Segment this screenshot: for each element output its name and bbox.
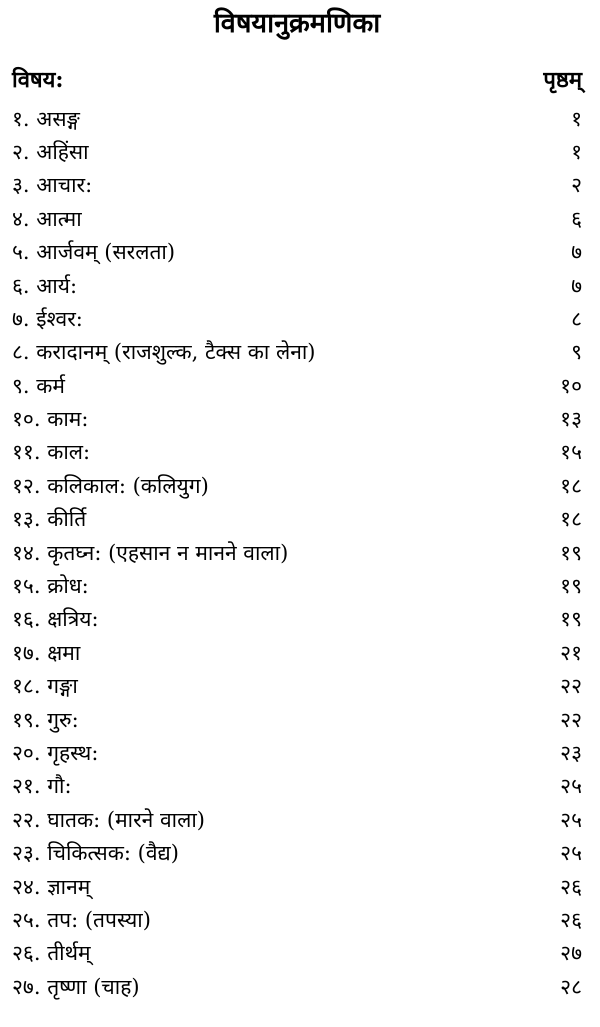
- toc-entry-title: [12, 206, 82, 231]
- toc-entry-title: [12, 473, 209, 498]
- toc-entry-title: [12, 974, 140, 999]
- toc-entry-title: [12, 874, 91, 899]
- toc-entry-title: [12, 676, 78, 697]
- toc-entry-text: आर्जवम् (सरलता): [36, 240, 176, 265]
- toc-entry-text: काल:: [47, 440, 91, 465]
- toc-entry-number: ९.: [12, 373, 30, 398]
- toc-entry-page: २३: [560, 741, 582, 765]
- toc-row: [12, 403, 582, 436]
- toc-entry-number: ४.: [12, 206, 30, 231]
- toc-row: [12, 303, 582, 336]
- toc-entry-page: ७: [571, 240, 582, 265]
- toc-row: [12, 971, 582, 1004]
- toc-entry-number: १९.: [12, 707, 41, 732]
- column-headers: [12, 64, 582, 94]
- toc-entry-title: [12, 373, 65, 398]
- toc-row: [12, 770, 582, 803]
- toc-entry-number: ८.: [12, 340, 30, 365]
- toc-entry-page: २५: [560, 774, 582, 799]
- toc-entry-title: [12, 707, 79, 732]
- page-title: विषयानुक्रमणिका: [213, 8, 381, 39]
- toc-entry-number: ७.: [12, 306, 30, 331]
- toc-entry-text: चिकित्सक: (वैद्य): [47, 841, 179, 866]
- toc-entry-text: आचार:: [36, 173, 93, 198]
- toc-row: [12, 804, 582, 837]
- toc-entry-text: कीर्ति: [47, 507, 87, 532]
- toc-entry-number: १५.: [12, 574, 41, 599]
- toc-entry-text: काम:: [47, 407, 89, 432]
- toc-entry-page: ९: [571, 340, 582, 365]
- toc-entry-text: गौ:: [47, 774, 72, 799]
- toc-row: [12, 269, 582, 302]
- toc-entry-title: [12, 843, 179, 864]
- toc-entry-title: [12, 442, 90, 463]
- toc-entry-number: १४.: [12, 540, 41, 565]
- page-column-header: पृष्ठम्: [543, 67, 582, 94]
- toc-entry-text: तप: (तपस्या): [47, 907, 151, 932]
- toc-entry-title: [12, 640, 81, 665]
- toc-entry-number: २४.: [12, 874, 41, 899]
- toc-entry-number: १७.: [12, 640, 41, 665]
- toc-entry-text: क्षमा: [47, 640, 81, 665]
- toc-list: [12, 102, 582, 1004]
- toc-entry-title: [12, 807, 205, 832]
- toc-entry-number: २३.: [12, 841, 41, 866]
- toc-entry-title: [12, 509, 86, 530]
- toc-row: [12, 703, 582, 736]
- toc-row: [12, 904, 582, 937]
- toc-row: [12, 603, 582, 636]
- toc-row: [12, 670, 582, 703]
- toc-entry-number: २२.: [12, 807, 41, 832]
- toc-entry-number: ३.: [12, 173, 30, 198]
- toc-entry-number: १६.: [12, 607, 41, 632]
- toc-row: [12, 637, 582, 670]
- toc-entry-text: गुरु:: [47, 707, 79, 732]
- toc-row: [12, 169, 582, 202]
- toc-entry-page: १: [571, 106, 582, 131]
- toc-entry-page: १५: [560, 440, 582, 465]
- toc-entry-text: तृष्णा (चाह): [47, 974, 140, 999]
- toc-entry-text: करादानम् (राजशुल्क, टैक्स का लेना): [36, 340, 316, 365]
- toc-entry-title: [12, 943, 91, 964]
- toc-entry-number: १३.: [12, 507, 41, 532]
- toc-entry-number: ६.: [12, 273, 30, 298]
- toc-row: [12, 336, 582, 369]
- toc-entry-title: [12, 576, 89, 597]
- toc-entry-number: ११.: [12, 440, 41, 465]
- toc-entry-title: [12, 242, 175, 263]
- toc-entry-title: [12, 409, 88, 430]
- toc-entry-page: ७: [571, 273, 582, 298]
- toc-entry-page: १८: [560, 507, 582, 532]
- toc-entry-number: २.: [12, 139, 30, 164]
- toc-entry-number: ५.: [12, 240, 30, 265]
- toc-row: [12, 470, 582, 503]
- toc-entry-text: कृतघ्न: (एहसान न मानने वाला): [47, 540, 289, 565]
- toc-entry-page: २२: [560, 707, 582, 732]
- toc-entry-page: २५: [560, 841, 582, 866]
- toc-entry-title: [12, 139, 89, 164]
- toc-entry-number: १८.: [12, 674, 41, 699]
- toc-entry-page: २६: [560, 874, 582, 899]
- toc-entry-page: २: [571, 173, 582, 198]
- toc-entry-page: २५: [560, 807, 582, 832]
- toc-entry-page: २७: [560, 941, 582, 966]
- toc-entry-page: २१: [560, 640, 582, 665]
- toc-entry-page: १९: [560, 574, 582, 599]
- toc-entry-text: कलिकाल: (कलियुग): [47, 473, 209, 498]
- toc-entry-number: २७.: [12, 974, 41, 999]
- toc-entry-page: २२: [560, 674, 582, 699]
- toc-row: [12, 203, 582, 236]
- toc-row: [12, 937, 582, 970]
- toc-entry-number: १.: [12, 106, 30, 131]
- toc-row: [12, 870, 582, 903]
- toc-entry-title: [12, 175, 92, 196]
- toc-entry-text: गृहस्थ:: [47, 741, 99, 765]
- toc-entry-title: [12, 273, 78, 298]
- toc-entry-page: ८: [571, 306, 582, 331]
- toc-row: [12, 236, 582, 269]
- toc-entry-text: अहिंसा: [36, 139, 89, 164]
- toc-row: [12, 570, 582, 603]
- toc-entry-title: [12, 342, 316, 363]
- toc-entry-title: [12, 743, 98, 764]
- toc-entry-page: १९: [560, 540, 582, 565]
- toc-entry-text: गङ्गा: [47, 674, 78, 699]
- toc-entry-text: क्षत्रिय:: [47, 607, 99, 632]
- toc-entry-page: ६: [571, 206, 582, 231]
- toc-entry-page: २६: [560, 907, 582, 932]
- toc-row: [12, 136, 582, 169]
- toc-entry-title: [12, 776, 72, 797]
- toc-entry-page: १०: [560, 373, 582, 398]
- toc-row: [12, 737, 582, 770]
- toc-entry-text: असङ्ग: [36, 106, 80, 131]
- toc-row: [12, 837, 582, 870]
- toc-entry-title: [12, 106, 80, 131]
- toc-row: [12, 536, 582, 569]
- toc-entry-text: घातक: (मारने वाला): [47, 807, 205, 832]
- toc-entry-text: क्रोध:: [47, 574, 89, 599]
- toc-entry-number: १२.: [12, 473, 41, 498]
- toc-row: [12, 102, 582, 135]
- toc-entry-number: २६.: [12, 941, 41, 966]
- toc-row: [12, 436, 582, 469]
- toc-entry-text: ईश्वर:: [36, 306, 83, 331]
- toc-entry-page: १८: [560, 473, 582, 498]
- toc-entry-page: १: [571, 139, 582, 164]
- toc-entry-number: २०.: [12, 741, 41, 765]
- toc-row: [12, 503, 582, 536]
- toc-entry-text: ज्ञानम्: [47, 874, 91, 899]
- toc-entry-number: २५.: [12, 907, 41, 932]
- toc-entry-page: २८: [560, 974, 582, 999]
- toc-entry-text: तीर्थम्: [47, 941, 91, 966]
- toc-entry-number: १०.: [12, 407, 41, 432]
- toc-entry-page: १९: [560, 607, 582, 632]
- toc-entry-title: [12, 540, 289, 565]
- toc-entry-title: [12, 609, 99, 630]
- toc-entry-text: कर्म: [36, 373, 65, 398]
- toc-entry-number: २१.: [12, 774, 41, 799]
- toc-entry-title: [12, 306, 83, 331]
- toc-entry-text: आर्य:: [36, 273, 78, 298]
- toc-entry-text: आत्मा: [36, 206, 82, 231]
- subject-column-header: विषय:: [12, 67, 64, 94]
- toc-row: [12, 370, 582, 403]
- toc-entry-page: १३: [560, 407, 582, 432]
- toc-entry-title: [12, 907, 151, 932]
